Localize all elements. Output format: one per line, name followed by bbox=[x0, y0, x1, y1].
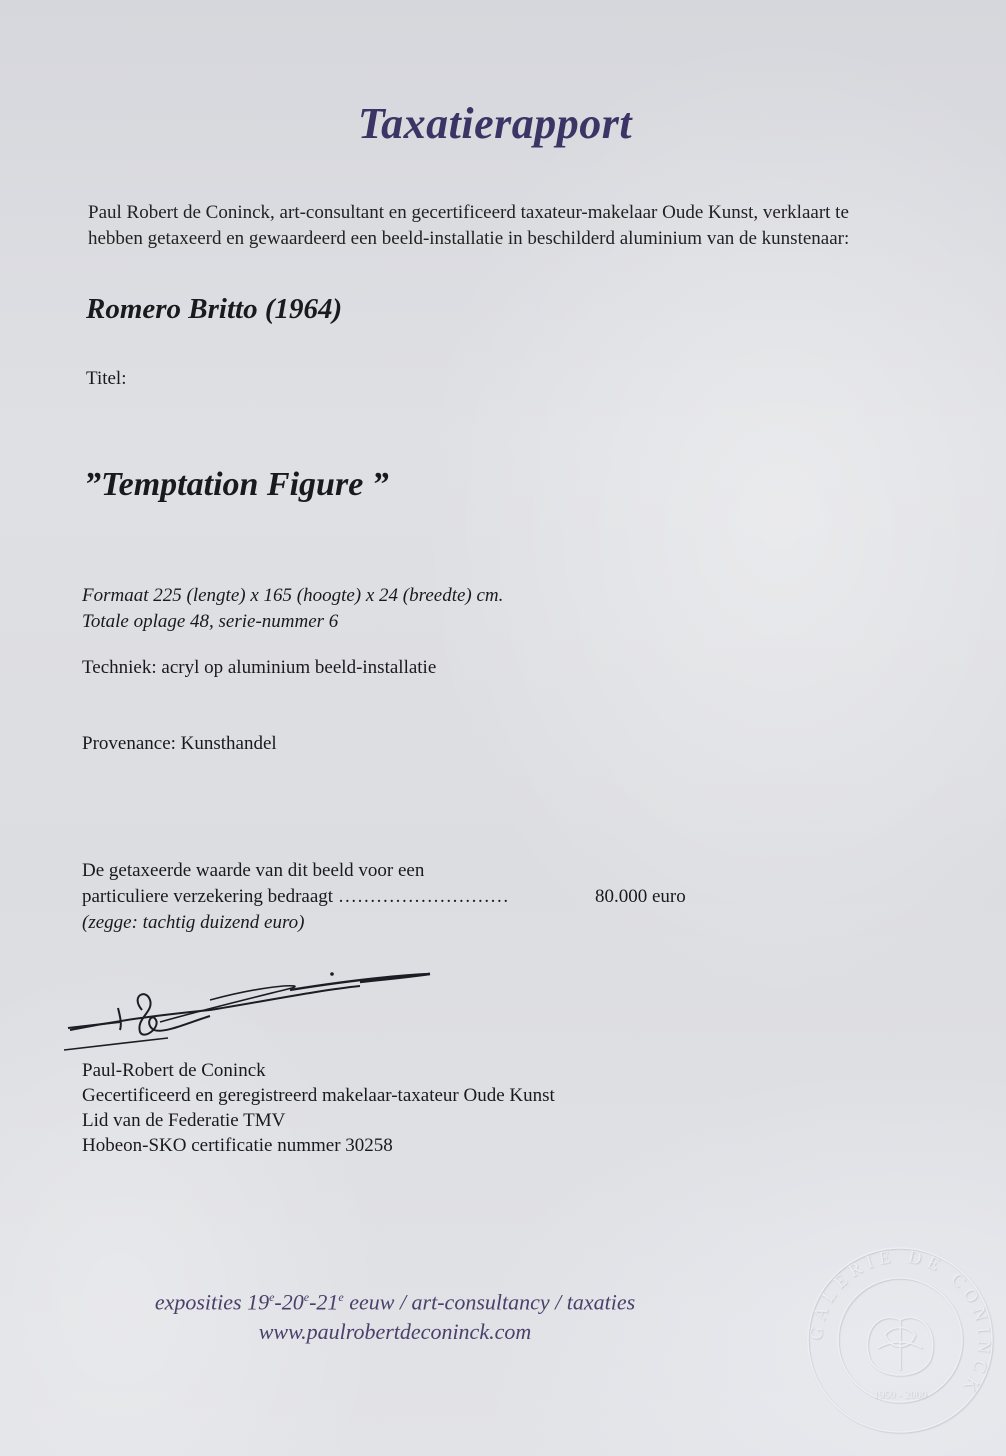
footer-services: exposities 19e-20e-21e eeuw / art-consultancy / taxaties bbox=[154, 1289, 636, 1315]
title-label: Titel: bbox=[86, 368, 127, 389]
value-line-2 bbox=[82, 884, 722, 910]
signer-credentials: Gecertificeerd en geregistreerd makelaar-taxateur Oude Kunst bbox=[82, 1085, 555, 1106]
format-line: Formaat 225 (lengte) x 165 (hoogte) x 24 (breedte) cm. bbox=[82, 585, 504, 606]
letterhead-footer bbox=[0, 1282, 790, 1347]
artwork-specs bbox=[82, 583, 503, 635]
technique-line: Techniek: acryl op aluminium beeld-installatie bbox=[82, 657, 437, 678]
handwritten-signature bbox=[60, 960, 460, 1060]
value-line-1: De getaxeerde waarde van dit beeld voor een bbox=[82, 860, 425, 881]
valuation-block bbox=[82, 858, 722, 936]
artwork-title: ”Temptation Figure ” bbox=[84, 466, 389, 503]
seal-year-text: 1950 - 2000 bbox=[873, 1389, 927, 1401]
intro-paragraph: Paul Robert de Coninck, art-consultant en gecertificeerd taxateur-makelaar Oude Kunst, verklaart te hebben getaxeerd en gewaardeerd een beeld-installatie in beschilderd aluminium van de kunstenaar: bbox=[88, 202, 850, 249]
embossed-seal bbox=[800, 1240, 1000, 1440]
signer-membership: Lid van de Federatie TMV bbox=[82, 1110, 286, 1131]
edition-line: Totale oplage 48, serie-nummer 6 bbox=[82, 611, 339, 632]
document-title: Taxatierapport bbox=[357, 99, 633, 148]
seal-ring-text: GALERIE DE CONINCK bbox=[805, 1245, 995, 1401]
value-in-words: (zegge: tachtig duizend euro) bbox=[82, 912, 305, 933]
signer-block bbox=[82, 1058, 555, 1158]
value-amount: 80.000 euro bbox=[595, 886, 686, 907]
footer-website: www.paulrobertdeconinck.com bbox=[258, 1319, 532, 1345]
provenance-line: Provenance: Kunsthandel bbox=[82, 733, 277, 754]
artist-name: Romero Britto (1964) bbox=[86, 293, 343, 325]
signer-name: Paul-Robert de Coninck bbox=[82, 1060, 266, 1081]
signer-certification: Hobeon-SKO certificatie nummer 30258 bbox=[82, 1135, 393, 1156]
value-line-2-text: particuliere verzekering bedraagt ……………………… bbox=[82, 886, 509, 907]
